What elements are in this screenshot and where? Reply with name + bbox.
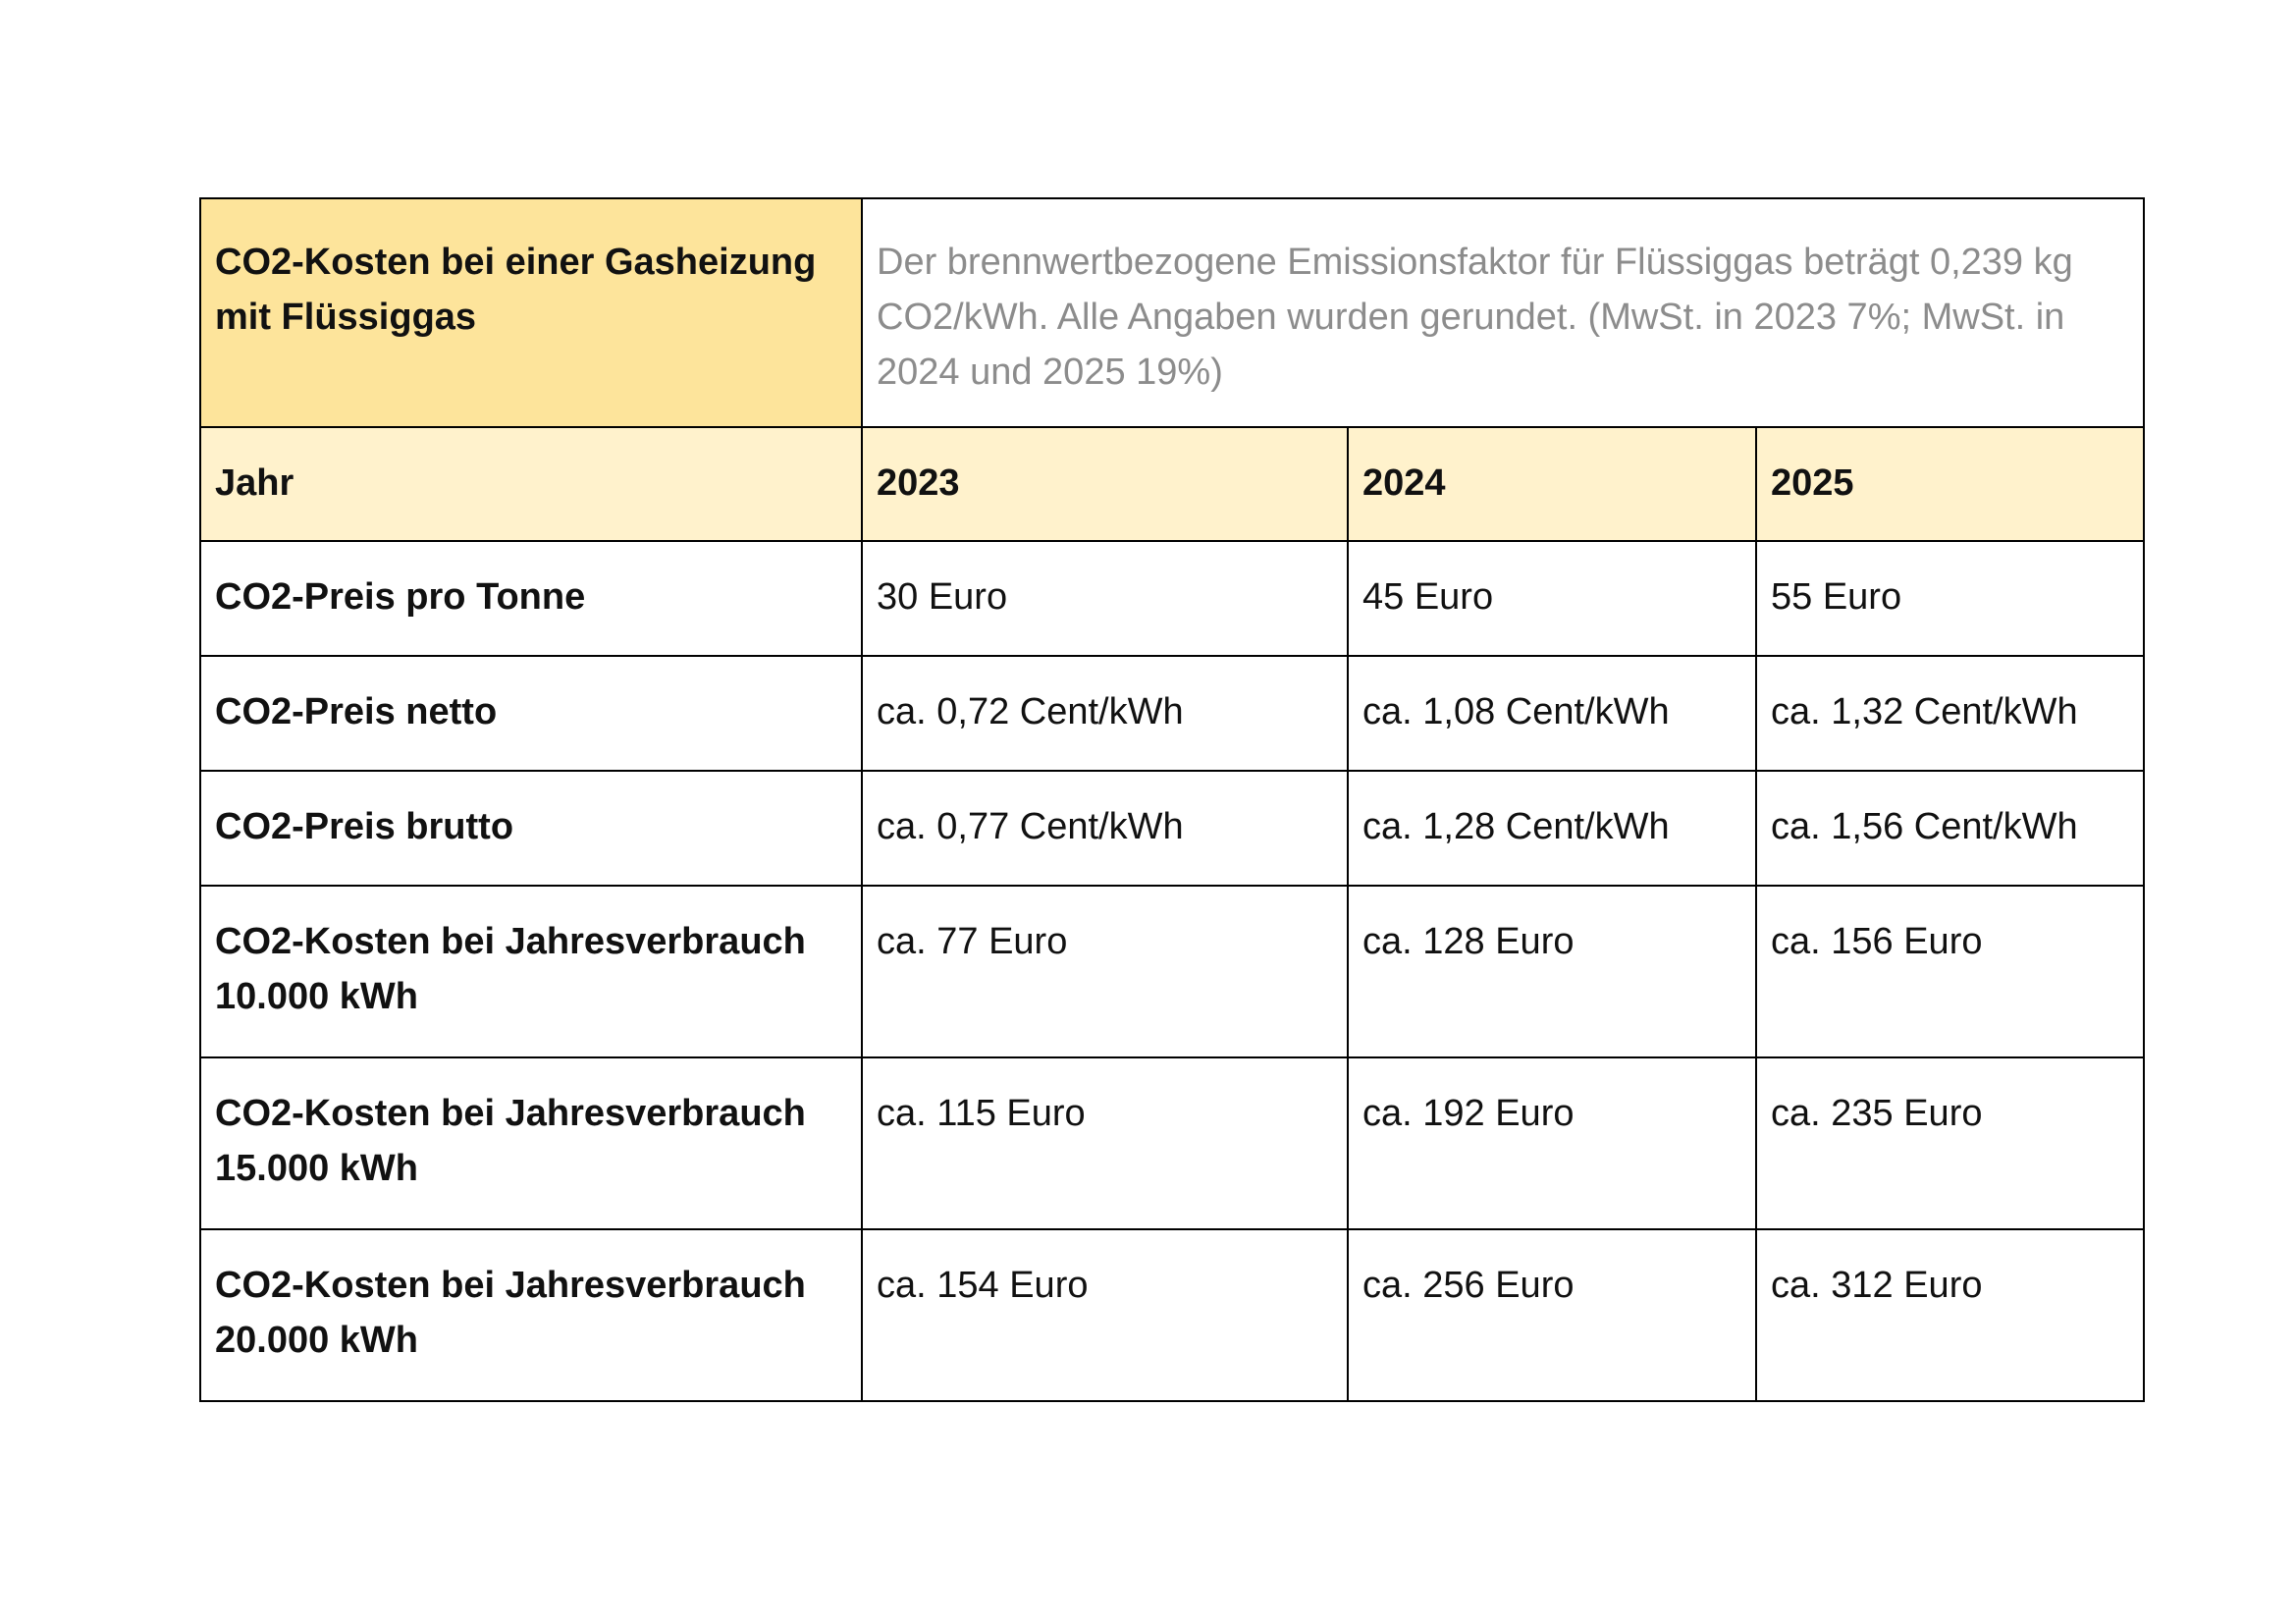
cell-2024: ca. 192 Euro bbox=[1348, 1057, 1756, 1229]
table-header-row bbox=[200, 198, 2144, 427]
table-row bbox=[200, 771, 2144, 886]
row-label: CO2-Preis brutto bbox=[200, 771, 862, 886]
table-row bbox=[200, 541, 2144, 656]
row-label: CO2-Preis netto bbox=[200, 656, 862, 771]
cell-2025: ca. 1,56 Cent/kWh bbox=[1756, 771, 2144, 886]
row-label: CO2-Kosten bei Jahresverbrauch 15.000 kWh bbox=[200, 1057, 862, 1229]
cell-2023: ca. 77 Euro bbox=[862, 886, 1348, 1057]
cell-2024: ca. 1,28 Cent/kWh bbox=[1348, 771, 1756, 886]
table-title: CO2-Kosten bei einer Gasheizung mit Flüssiggas bbox=[200, 198, 862, 427]
row-label: CO2-Kosten bei Jahresverbrauch 20.000 kWh bbox=[200, 1229, 862, 1401]
year-header-label: Jahr bbox=[200, 427, 862, 541]
row-label: CO2-Preis pro Tonne bbox=[200, 541, 862, 656]
cell-2023: 30 Euro bbox=[862, 541, 1348, 656]
table-row bbox=[200, 1057, 2144, 1229]
co2-cost-table bbox=[199, 197, 2145, 1402]
table-note: Der brennwertbezogene Emissionsfaktor für Flüssiggas beträgt 0,239 kg CO2/kWh. Alle Angaben wurden gerundet. (MwSt. in 2023 7%; MwSt. in 2024 und 2025 19%) bbox=[862, 198, 2144, 427]
table-row bbox=[200, 1229, 2144, 1401]
cell-2025: ca. 1,32 Cent/kWh bbox=[1756, 656, 2144, 771]
cell-2025: ca. 156 Euro bbox=[1756, 886, 2144, 1057]
cell-2025: 55 Euro bbox=[1756, 541, 2144, 656]
cell-2024: ca. 128 Euro bbox=[1348, 886, 1756, 1057]
cell-2023: ca. 115 Euro bbox=[862, 1057, 1348, 1229]
cell-2024: ca. 256 Euro bbox=[1348, 1229, 1756, 1401]
cell-2023: ca. 154 Euro bbox=[862, 1229, 1348, 1401]
table-row bbox=[200, 886, 2144, 1057]
year-header-2024: 2024 bbox=[1348, 427, 1756, 541]
cell-2025: ca. 312 Euro bbox=[1756, 1229, 2144, 1401]
cell-2025: ca. 235 Euro bbox=[1756, 1057, 2144, 1229]
cell-2023: ca. 0,72 Cent/kWh bbox=[862, 656, 1348, 771]
cell-2024: ca. 1,08 Cent/kWh bbox=[1348, 656, 1756, 771]
year-header-2023: 2023 bbox=[862, 427, 1348, 541]
year-header-2025: 2025 bbox=[1756, 427, 2144, 541]
cell-2023: ca. 0,77 Cent/kWh bbox=[862, 771, 1348, 886]
row-label: CO2-Kosten bei Jahresverbrauch 10.000 kWh bbox=[200, 886, 862, 1057]
table-row bbox=[200, 656, 2144, 771]
year-header-row bbox=[200, 427, 2144, 541]
cell-2024: 45 Euro bbox=[1348, 541, 1756, 656]
